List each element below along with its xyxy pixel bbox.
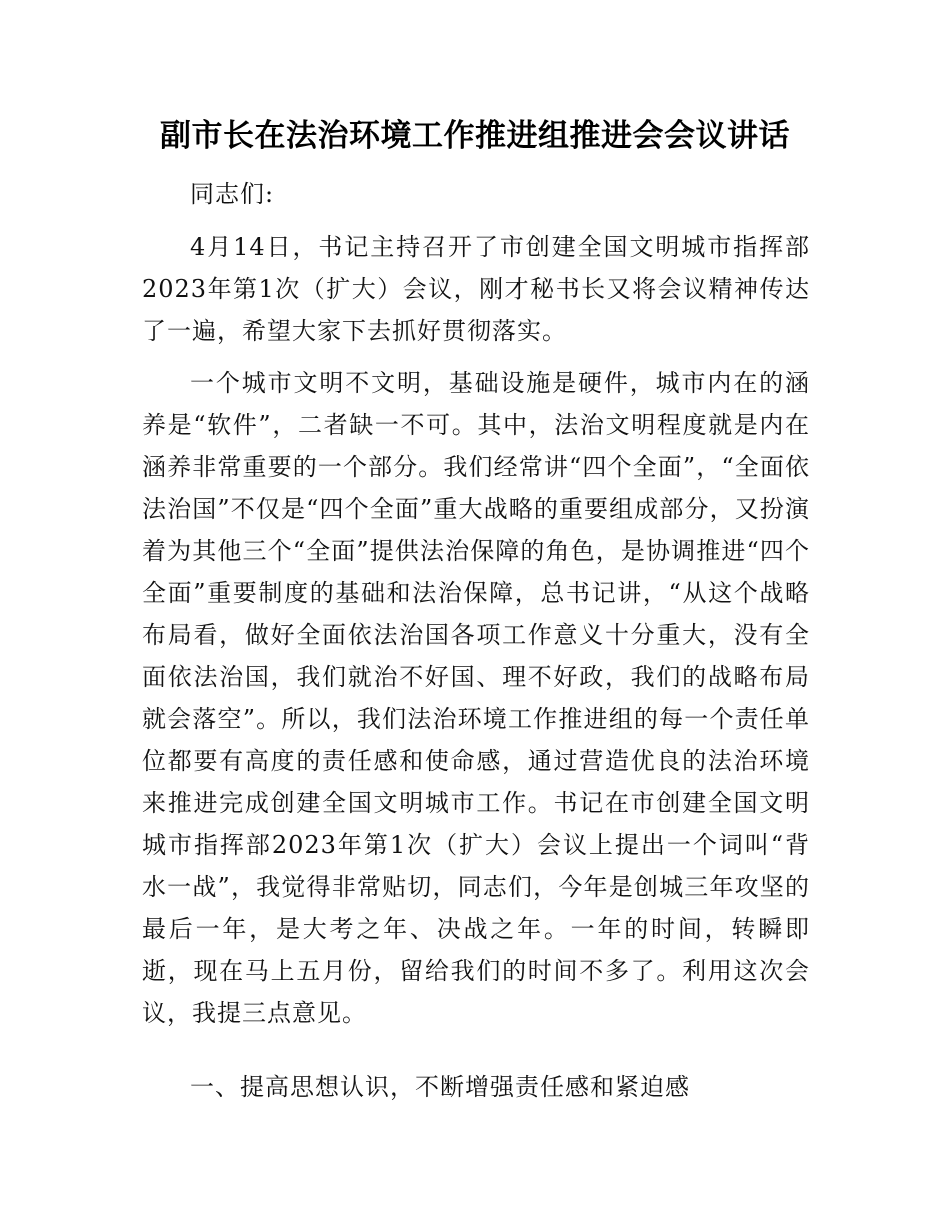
body-paragraph: 一个城市文明不文明，基础设施是硬件，城市内在的涵养是“软件”，二者缺一不可。其中，法治文明程度就是内在涵养非常重要的一个部分。我们经常讲“四个全面”，“全面依法治国”不仅是“四个全面”重大战略的重要组成部分，又扮演着为其他三个“全面”提供法治保障的角色，是协调推进“四个全面”重要制度的基础和法治保障，总书记讲，“从这个战略布局看，做好全面依法治国各项工作意义十分重大，没有全面依法治国，我们就治不好国、理不好政，我们的战略布局就会落空”。所以，我们法治环境工作推进组的每一个责任单位都要有高度的责任感和使命感，通过营造优良的法治环境来推进完成创建全国文明城市工作。书记在市创建全国文明城市指挥部2023年第1次（扩大）会议上提出一个词叫“背水一战”，我觉得非常贴切，同志们，今年是创城三年攻坚的最后一年，是大考之年、决战之年。一年的时间，转瞬即逝，现在马上五月份，留给我们的时间不多了。利用这次会议，我提三点意见。 <box>142 369 810 1027</box>
section-heading: 一、提高思想认识，不断增强责任感和紧迫感 <box>190 1073 690 1101</box>
body-paragraph: 4月14日，书记主持召开了市创建全国文明城市指挥部2023年第1次（扩大）会议，刚才秘书长又将会议精神传达了一遍，希望大家下去抓好贯彻落实。 <box>142 233 810 345</box>
greeting-text: 同志们: <box>190 180 275 208</box>
document-title: 副市长在法治环境工作推进组推进会会议讲话 <box>160 118 790 154</box>
